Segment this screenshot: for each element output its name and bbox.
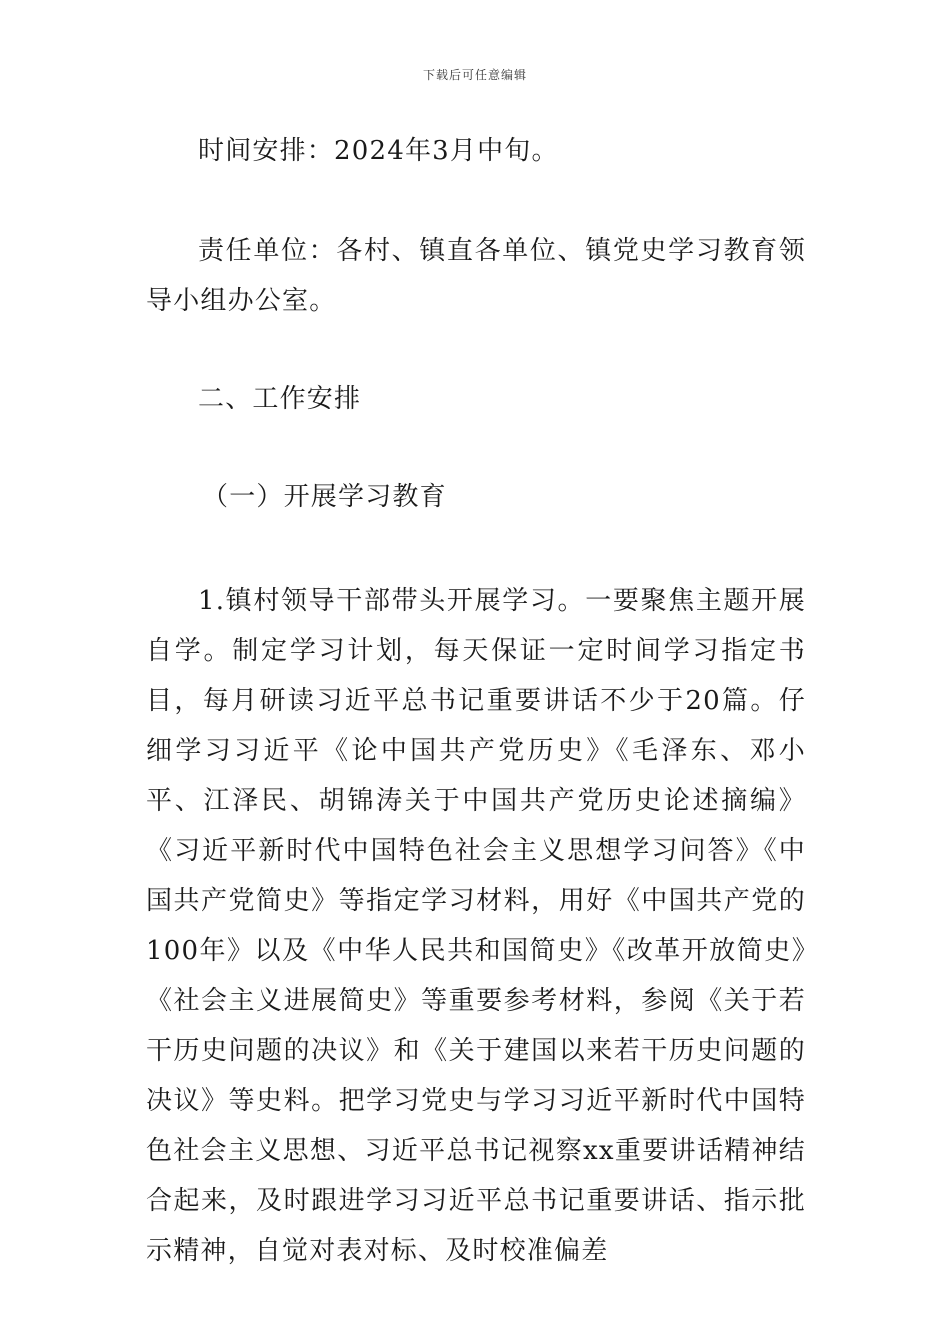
subsection-one-heading: （一）开展学习教育 bbox=[202, 482, 447, 512]
item-one-paragraph: 1.镇村领导干部带头开展学习。一要聚焦主题开展自学。制定学习计划，每天保证一定时间学习指定书目，每月研读习近平总书记重要讲话不少于20篇。仔细学习习近平《论中国共产党历史》《毛泽东、邓小平、江泽民、胡锦涛关于中国共产党历史论述摘编》《习近平新时代中国特色社会主义思想学习问答》《中国共产党简史》等指定学习材料，用好《中国共产党的100年》以及《中华人民共和国简史》《改革开放简史》《社会主义进展简史》等重要参考材料，参阅《关于若干历史问题的决议》和《关于建国以来若干历史问题的决议》等史料。把学习党史与学习习近平新时代中国特色社会主义思想、习近平总书记视察xx重要讲话精神结合起来，及时跟进学习习近平总书记重要讲话、指示批示精神，自觉对表对标、及时校准偏差 bbox=[146, 586, 806, 1266]
section-two-heading: 二、工作安排 bbox=[198, 384, 362, 414]
time-schedule-line: 时间安排：2024年3月中旬。 bbox=[198, 136, 559, 166]
responsible-units-paragraph: 责任单位：各村、镇直各单位、镇党史学习教育领导小组办公室。 bbox=[146, 236, 806, 316]
header-note: 下载后可任意编辑 bbox=[422, 68, 527, 82]
